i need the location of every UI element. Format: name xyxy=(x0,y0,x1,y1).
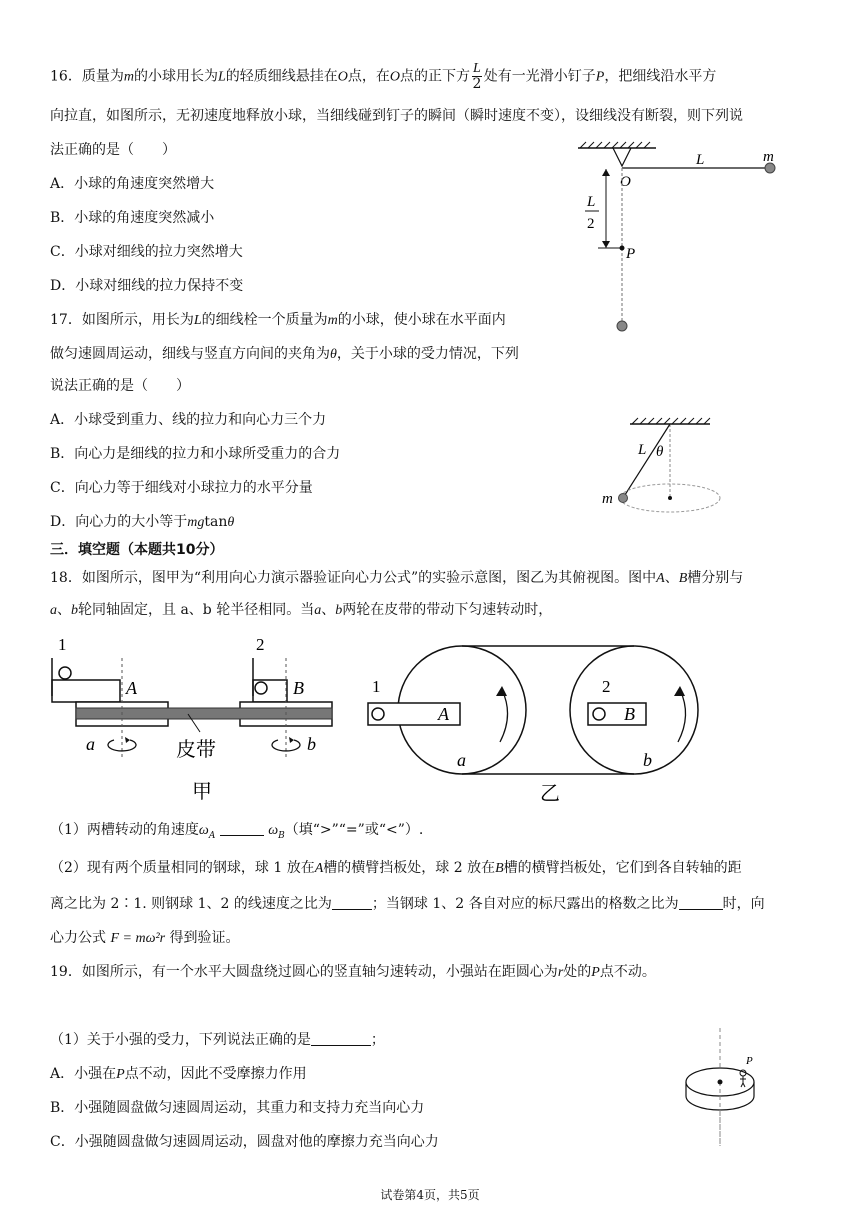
fig-jia-label-a: a xyxy=(86,734,95,754)
q16-text: 16．质量为 xyxy=(50,68,124,85)
fig-jia-label-2: 2 xyxy=(256,635,265,654)
q17-line3: 说法正确的是（ ） xyxy=(50,378,190,394)
q17-var-theta: θ xyxy=(330,347,337,362)
slot-B-top xyxy=(588,703,646,725)
fig-yi-label-B: B xyxy=(624,704,635,724)
arrow-down-icon xyxy=(602,241,610,248)
q17-option-b: B．向心力是细线的拉力和小球所受重力的合力 xyxy=(50,446,341,462)
q16-text: 处有一光滑小钉子 xyxy=(483,68,596,85)
fig-yi-label-A: A xyxy=(438,704,449,724)
q16-text: 的轻质细线悬挂在 xyxy=(225,68,338,85)
q16-var-O: O xyxy=(337,69,348,85)
q16-text: 点的正下方 xyxy=(400,68,470,85)
q16-pendulum-figure xyxy=(570,138,790,338)
q18-sub2-line3: 心力公式 F = mω²r 得到验证。 xyxy=(50,930,240,946)
arrowhead-icon xyxy=(674,686,685,696)
fig-yi-label-b: b xyxy=(643,750,652,770)
q16-text: 的小球用长为 xyxy=(133,68,218,85)
arrowhead-icon xyxy=(125,737,130,743)
fig16-label-O: O xyxy=(620,174,631,190)
q19-line1: 19．如图所示，有一个水平大圆盘绕过圆心的竖直轴匀速转动，小强站在距圆心为r处的P点不动。 xyxy=(50,964,656,980)
section-title: 三．填空题（本题共10分） xyxy=(50,542,224,558)
q18-figure-yi xyxy=(362,640,732,808)
q16-option-b: B．小球的角速度突然减小 xyxy=(50,210,215,226)
arrowhead-icon xyxy=(496,686,507,696)
q16-line2: 向拉直，如图所示，无初速度地释放小球，当细线碰到钉子的瞬间（瞬时速度不变），设细线没有断裂，则下列说 xyxy=(50,108,743,124)
pivot-bracket xyxy=(613,148,631,166)
q18-sub1: （1）两槽转动的角速度$\omega_A$ $\omega_B$（填“>”“=”或“<”）. xyxy=(50,822,424,841)
ball-icon xyxy=(619,494,628,503)
q17-var-L: L xyxy=(193,313,202,328)
q16-line1 xyxy=(50,62,716,91)
ceiling-hatch xyxy=(630,418,710,424)
q16-option-d: D．小球对细线的拉力保持不变 xyxy=(50,278,244,294)
q17-conical-pendulum-figure xyxy=(596,412,726,522)
q19-option-a: A．小强在P点不动，因此不受摩擦力作用 xyxy=(50,1066,307,1082)
q16-option-c: C．小球对细线的拉力突然增大 xyxy=(50,244,243,260)
center-dot xyxy=(668,496,672,500)
fig-yi-caption: 乙 xyxy=(540,783,560,805)
q16-var-m: m xyxy=(123,69,134,85)
q18-line2: a、b轮同轴固定，且 a、b 轮半径相同。当a、b两轮在皮带的带动下匀速转动时， xyxy=(50,602,553,618)
fig16-label-L: L xyxy=(696,152,705,168)
q16-var-O: O xyxy=(389,69,400,85)
centripetal-formula: F = mω²r xyxy=(110,931,166,946)
q18-sub2-line1: （2）现有两个质量相同的钢球，球 1 放在A槽的横臂挡板处，球 2 放在B槽的横臂挡板处，它们到各自转轴的距 xyxy=(50,860,742,876)
q16-text: ，把细线沿水平方 xyxy=(604,68,717,85)
fig16-frac-num: L xyxy=(587,194,596,210)
fig16-frac-den: 2 xyxy=(587,216,595,232)
q17-option-d: D．向心力的大小等于mgtanθ xyxy=(50,514,235,530)
q19-option-c: C．小强随圆盘做匀速圆周运动，圆盘对他的摩擦力充当向心力 xyxy=(50,1134,439,1150)
disk-center xyxy=(718,1080,723,1085)
answer-blank-2[interactable] xyxy=(332,895,372,910)
ball-2-icon xyxy=(255,682,267,694)
q19-option-b: B．小强随圆盘做匀速圆周运动，其重力和支持力充当向心力 xyxy=(50,1100,425,1116)
answer-blank-3[interactable] xyxy=(679,895,723,910)
fig16-label-P: P xyxy=(626,246,636,262)
q16-text: 点，在 xyxy=(347,68,390,85)
ball-1-icon xyxy=(59,667,71,679)
fig-jia-label-A: A xyxy=(126,678,137,698)
fig19-label-P: P xyxy=(746,1055,753,1067)
slot-A xyxy=(52,680,120,702)
q16-option-a: A．小球的角速度突然增大 xyxy=(50,176,215,192)
fig17-label-m: m xyxy=(602,491,613,507)
arrow-up-icon xyxy=(602,169,610,176)
fig17-label-theta: θ xyxy=(656,444,664,460)
fig-yi-label-2: 2 xyxy=(602,677,611,696)
fig-jia-label-1: 1 xyxy=(58,635,67,654)
fig-jia-caption: 甲 xyxy=(192,781,212,803)
belt xyxy=(76,708,332,719)
nail-icon xyxy=(620,246,625,251)
q17-option-c: C．向心力等于细线对小球拉力的水平分量 xyxy=(50,480,313,496)
ball-bottom-icon xyxy=(617,321,627,331)
q17-option-a: A．小球受到重力、线的拉力和向心力三个力 xyxy=(50,412,327,428)
fig16-label-m: m xyxy=(763,149,774,165)
fig-yi-label-a: a xyxy=(457,750,466,770)
q16-var-P: P xyxy=(595,69,605,85)
arrowhead-icon xyxy=(289,737,294,743)
q18-figure-jia xyxy=(50,628,340,808)
fig-jia-label-belt: 皮带 xyxy=(176,739,216,761)
ceiling-hatch xyxy=(578,142,656,148)
answer-blank-1[interactable] xyxy=(220,821,264,836)
q19-disk-figure xyxy=(676,1026,776,1150)
q16-var-L: L xyxy=(217,69,226,85)
fig-jia-label-B: B xyxy=(293,678,304,698)
fig17-label-L: L xyxy=(638,442,647,458)
q18-line1: 18．如图所示，图甲为“利用向心力演示器验证向心力公式”的实验示意图，图乙为其俯视图。图中A、B槽分别与 xyxy=(50,570,744,586)
rotation-arrow-b-icon xyxy=(678,690,686,742)
q18-sub2-line2: 离之比为 2∶1. 则钢球 1、2 的线速度之比为 ；当钢球 1、2 各自对应的标尺露出的格数之比为 时，向 xyxy=(50,896,765,912)
fig-jia-label-b: b xyxy=(307,734,316,754)
q16-fraction: $\frac{L}{2}$ xyxy=(472,61,482,92)
rotation-arrow-a-icon xyxy=(500,690,508,742)
string-line xyxy=(623,424,670,498)
q17-line1: 17．如图所示，用长为L的细线栓一个质量为m的小球，使小球在水平面内 xyxy=(50,312,506,328)
answer-blank-4[interactable] xyxy=(311,1031,371,1046)
q17-var-m: m xyxy=(327,313,338,328)
q17-line2: 做匀速圆周运动，细线与竖直方向间的夹角为θ，关于小球的受力情况，下列 xyxy=(50,346,519,362)
q19-sub1: （1）关于小强的受力，下列说法正确的是 ； xyxy=(50,1032,385,1048)
fig-yi-label-1: 1 xyxy=(372,677,381,696)
q16-line3: 法正确的是（ ） xyxy=(50,142,176,158)
page-footer: 试卷第4页，共5页 xyxy=(380,1188,480,1202)
